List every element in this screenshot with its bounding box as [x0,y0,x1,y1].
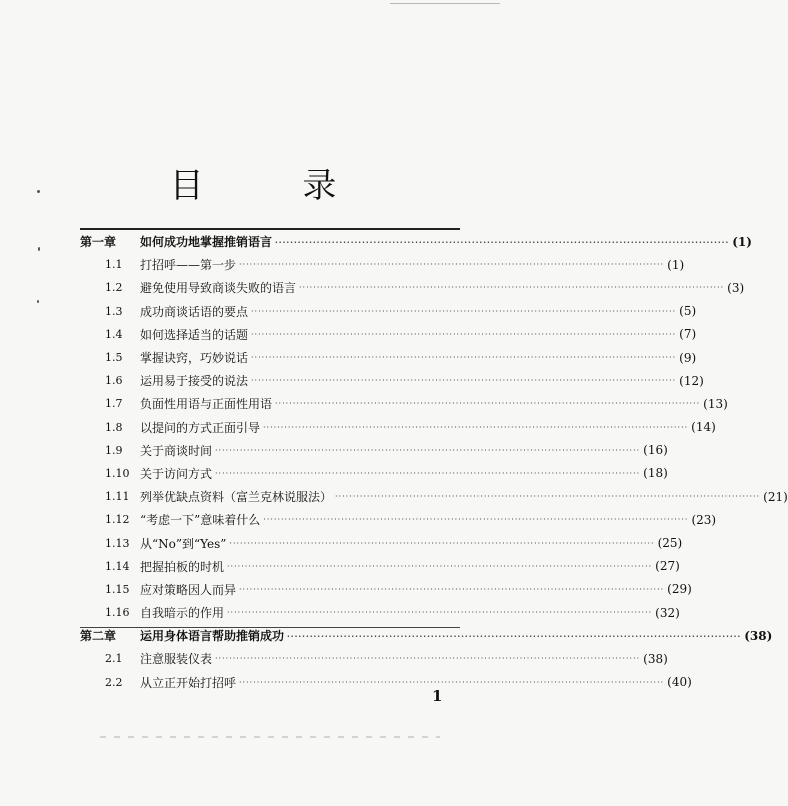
toc-entry-page: (9) [679,350,697,365]
toc-entry-title: 以提问的方式正面引导 [140,420,261,435]
toc-entry-number: 1.7 [105,397,123,411]
toc-entry-number: 1.2 [105,281,123,295]
toc-section-row [80,439,668,462]
toc-entry-title: 应对策略因人而异 [140,582,237,597]
toc-entry-page: (1) [667,257,685,272]
toc-entry-title: 掌握诀窍，巧妙说话 [140,351,249,366]
toc-entry-number: 1.8 [105,420,123,434]
toc-entry-page: (18) [643,466,668,481]
toc-entry-number: 1.9 [105,443,123,457]
toc-entry-number: 1.15 [105,582,130,596]
toc-leader-dots: ························································································································ [275,399,701,409]
toc-section-row [80,369,704,392]
toc-section-row [80,323,697,346]
toc-leader-dots: ························································································································ [229,538,655,548]
toc-section-row [80,531,683,554]
toc-entry-page: (1) [732,234,752,249]
toc-leader-dots: ························································································································ [227,561,653,571]
toc-section-row [80,416,716,439]
toc-entry-page: (23) [691,512,717,527]
toc-leader-dots: ························································································································ [335,492,761,502]
toc-entry-title: 运用易于接受的说法 [140,374,249,389]
toc-entry-page: (29) [667,582,692,597]
scan-speck [37,300,39,303]
toc-entry-title: 从“No”到“Yes” [140,536,227,551]
toc-section-row [80,485,788,508]
toc-entry-number: 1.1 [105,258,123,272]
toc-entry-page: (5) [679,304,697,319]
toc-entry-page: (40) [667,675,692,690]
toc-entry-number: 2.2 [105,675,123,689]
toc-leader-dots: ························································································································ [251,306,677,316]
toc-entry-title: 注意服装仪表 [140,652,213,667]
toc-entry-title: 从立正开始打招呼 [140,675,237,690]
chapter-divider [80,627,460,628]
toc-entry-title: 关于商谈时间 [140,443,213,458]
top-edge-rule [390,3,500,4]
toc-leader-dots: ························································································································ [263,515,689,525]
toc-leader-dots: ························································································································ [251,329,677,339]
toc-entry-page: (32) [655,605,680,620]
toc-section-row [80,346,697,369]
toc-entry-title: 运用身体语言帮助推销成功 [140,629,285,644]
toc-entry-page: (7) [679,327,697,342]
toc-entry-title: 负面性用语与正面性用语 [140,397,273,412]
scan-artifact-line [100,736,440,738]
toc-entry-number: 1.14 [105,559,130,573]
toc-leader-dots: ························································································································ [275,236,730,247]
toc-leader-dots: ························································································································ [263,422,689,432]
toc-leader-dots: ························································································································ [287,630,742,641]
toc-entry-title: 关于访问方式 [140,466,213,481]
toc-leader-dots: ························································································································ [239,584,665,594]
toc-entry-title: 列举优缺点资料（富兰克林说服法） [140,490,333,505]
toc-entry-number: 1.12 [105,513,130,527]
toc-entry-number: 1.11 [105,490,130,504]
toc-entry-page: (16) [643,443,668,458]
toc-leader-dots: ························································································································ [299,283,725,293]
toc-section-row [80,601,680,624]
toc-entry-title: “考虑一下”意味着什么 [140,513,261,528]
toc-leader-dots: ························································································································ [215,445,641,455]
toc-section-row [80,462,668,485]
toc-leader-dots: ························································································································ [215,468,641,478]
toc-entry-page: (27) [655,559,680,574]
toc-section-row [80,300,697,323]
toc-entry-number: 1.4 [105,327,123,341]
toc-entry-title: 把握拍板的时机 [140,559,225,574]
scan-speck [38,247,40,251]
toc-entry-page: (3) [727,280,745,295]
toc-entry-page: (38) [643,651,668,666]
toc-entry-title: 成功商谈话语的要点 [140,304,249,319]
toc-entry-title: 打招呼——第一步 [140,258,237,273]
toc-entry-page: (25) [657,536,683,551]
toc-leader-dots: ························································································································ [239,260,665,270]
toc-entry-number: 1.3 [105,304,123,318]
toc-leader-dots: ························································································································ [251,376,677,386]
toc-section-row [80,508,717,531]
scan-speck [37,190,40,193]
page-title: 目 录 [169,166,381,206]
toc-entry-number: 2.1 [105,652,123,666]
toc-entry-title: 避免使用导致商谈失败的语言 [140,281,297,296]
toc-chapter-row [80,230,752,253]
toc-entry-title: 自我暗示的作用 [140,606,225,621]
toc-entry-page: (13) [703,396,728,411]
toc-section-row [80,392,728,415]
toc-leader-dots: ························································································································ [239,677,665,687]
toc-section-row [80,647,668,670]
toc-section-row [80,671,692,694]
toc-entry-number: 1.16 [105,606,130,620]
page-number: 1 [432,687,443,705]
toc-entry-title: 如何选择适当的话题 [140,327,249,342]
toc-entry-number: 1.13 [105,536,130,550]
toc-section-row [80,276,745,299]
toc-entry-number: 1.10 [105,466,130,480]
toc-section-row [80,253,685,276]
toc-entry-page: (14) [691,420,716,435]
toc-leader-dots: ························································································································ [227,608,653,618]
toc-entry-title: 如何成功地掌握推销语言 [140,235,273,250]
toc-leader-dots: ························································································································ [215,654,641,664]
toc-entry-number: 1.5 [105,351,123,365]
table-of-contents [80,228,788,694]
toc-leader-dots: ························································································································ [251,353,677,363]
toc-section-row [80,578,692,601]
toc-entry-page: (12) [679,373,704,388]
toc-section-row [80,555,680,578]
toc-entry-number: 第二章 [80,629,117,644]
toc-entry-number: 1.6 [105,374,123,388]
toc-entry-page: (38) [744,628,773,643]
toc-entry-number: 第一章 [80,235,117,250]
toc-entry-page: (21) [763,489,788,504]
